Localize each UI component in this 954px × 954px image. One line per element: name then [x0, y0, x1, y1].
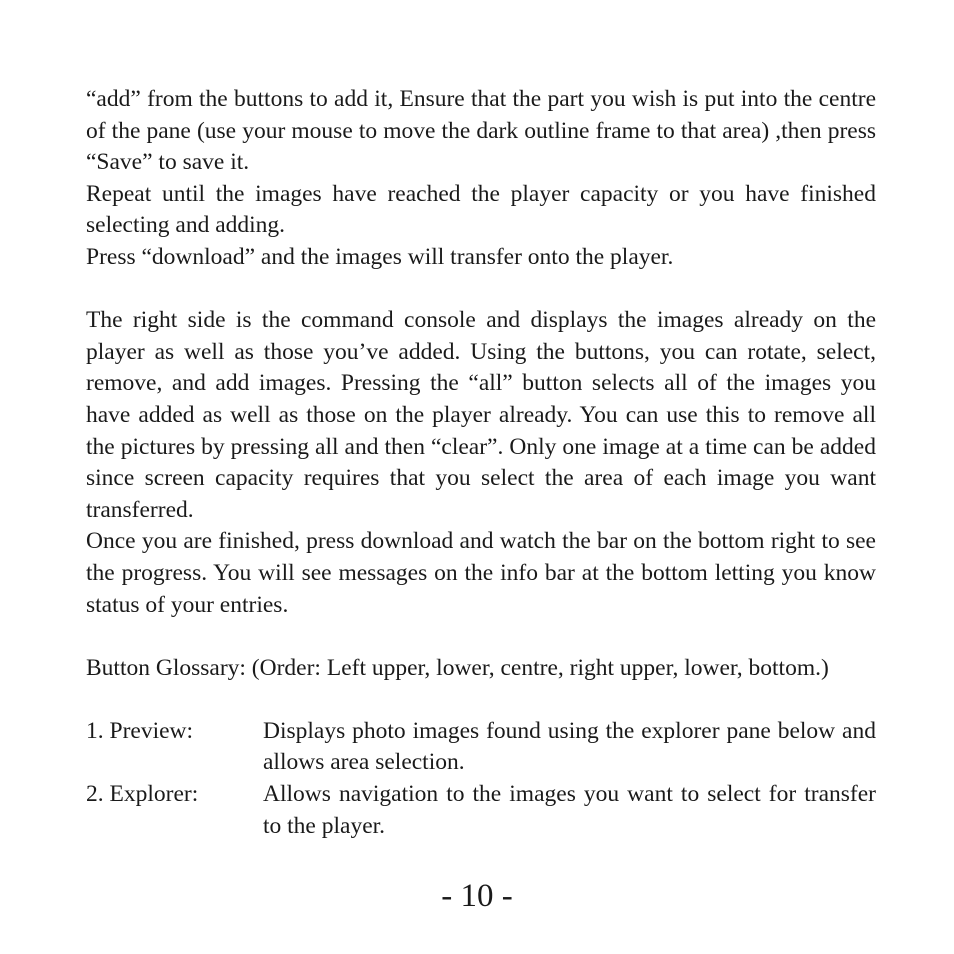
glossary-term: 1. Preview: [86, 717, 194, 744]
glossary-term: 2. Explorer: [86, 781, 199, 808]
glossary-definition: Displays photo images found using the explorer pane below and allows area selection. [263, 717, 876, 776]
paragraph-progress: Once you are finished, press download and watch the bar on the bottom right to see the progress. You will see messages on the info bar at the bottom letting you know status of your entries. [86, 528, 876, 618]
paragraph-command-console: The right side is the command console and displays the images already on the player as well as those you’ve added. Using the buttons, you can rotate, select, remove, and add images. Pressing the “all” button selects all of the images you have added as well as those on the player already. You can use this to remove all the pictures by pressing all and then “clear”. Only one image at a time can be added since screen capacity requires that you select the area of each image you want transferred. [86, 307, 876, 523]
glossary-item [86, 779, 876, 842]
glossary-definition: Allows navigation to the images you want to select for transfer to the player. [263, 781, 876, 839]
paragraph-glossary-intro: Button Glossary: (Order: Left upper, lower, centre, right upper, lower, bottom.) [86, 654, 829, 681]
paragraph-add-save: “add” from the buttons to add it, Ensure that the part you wish is put into the centre of the pane (use your mouse to move the dark outline frame to that area) ,then press “Save” to save it. [86, 86, 876, 176]
paragraph-gap [86, 274, 876, 306]
document-page [86, 84, 876, 842]
page-number: - 10 - [441, 878, 513, 914]
paragraph-gap [86, 621, 876, 653]
paragraph-download: Press “download” and the images will transfer onto the player. [86, 243, 674, 270]
button-glossary [86, 716, 876, 842]
paragraph-repeat: Repeat until the images have reached the player capacity or you have finished selecting and adding. [86, 180, 876, 239]
paragraph-gap [86, 684, 876, 716]
glossary-item [86, 716, 876, 779]
